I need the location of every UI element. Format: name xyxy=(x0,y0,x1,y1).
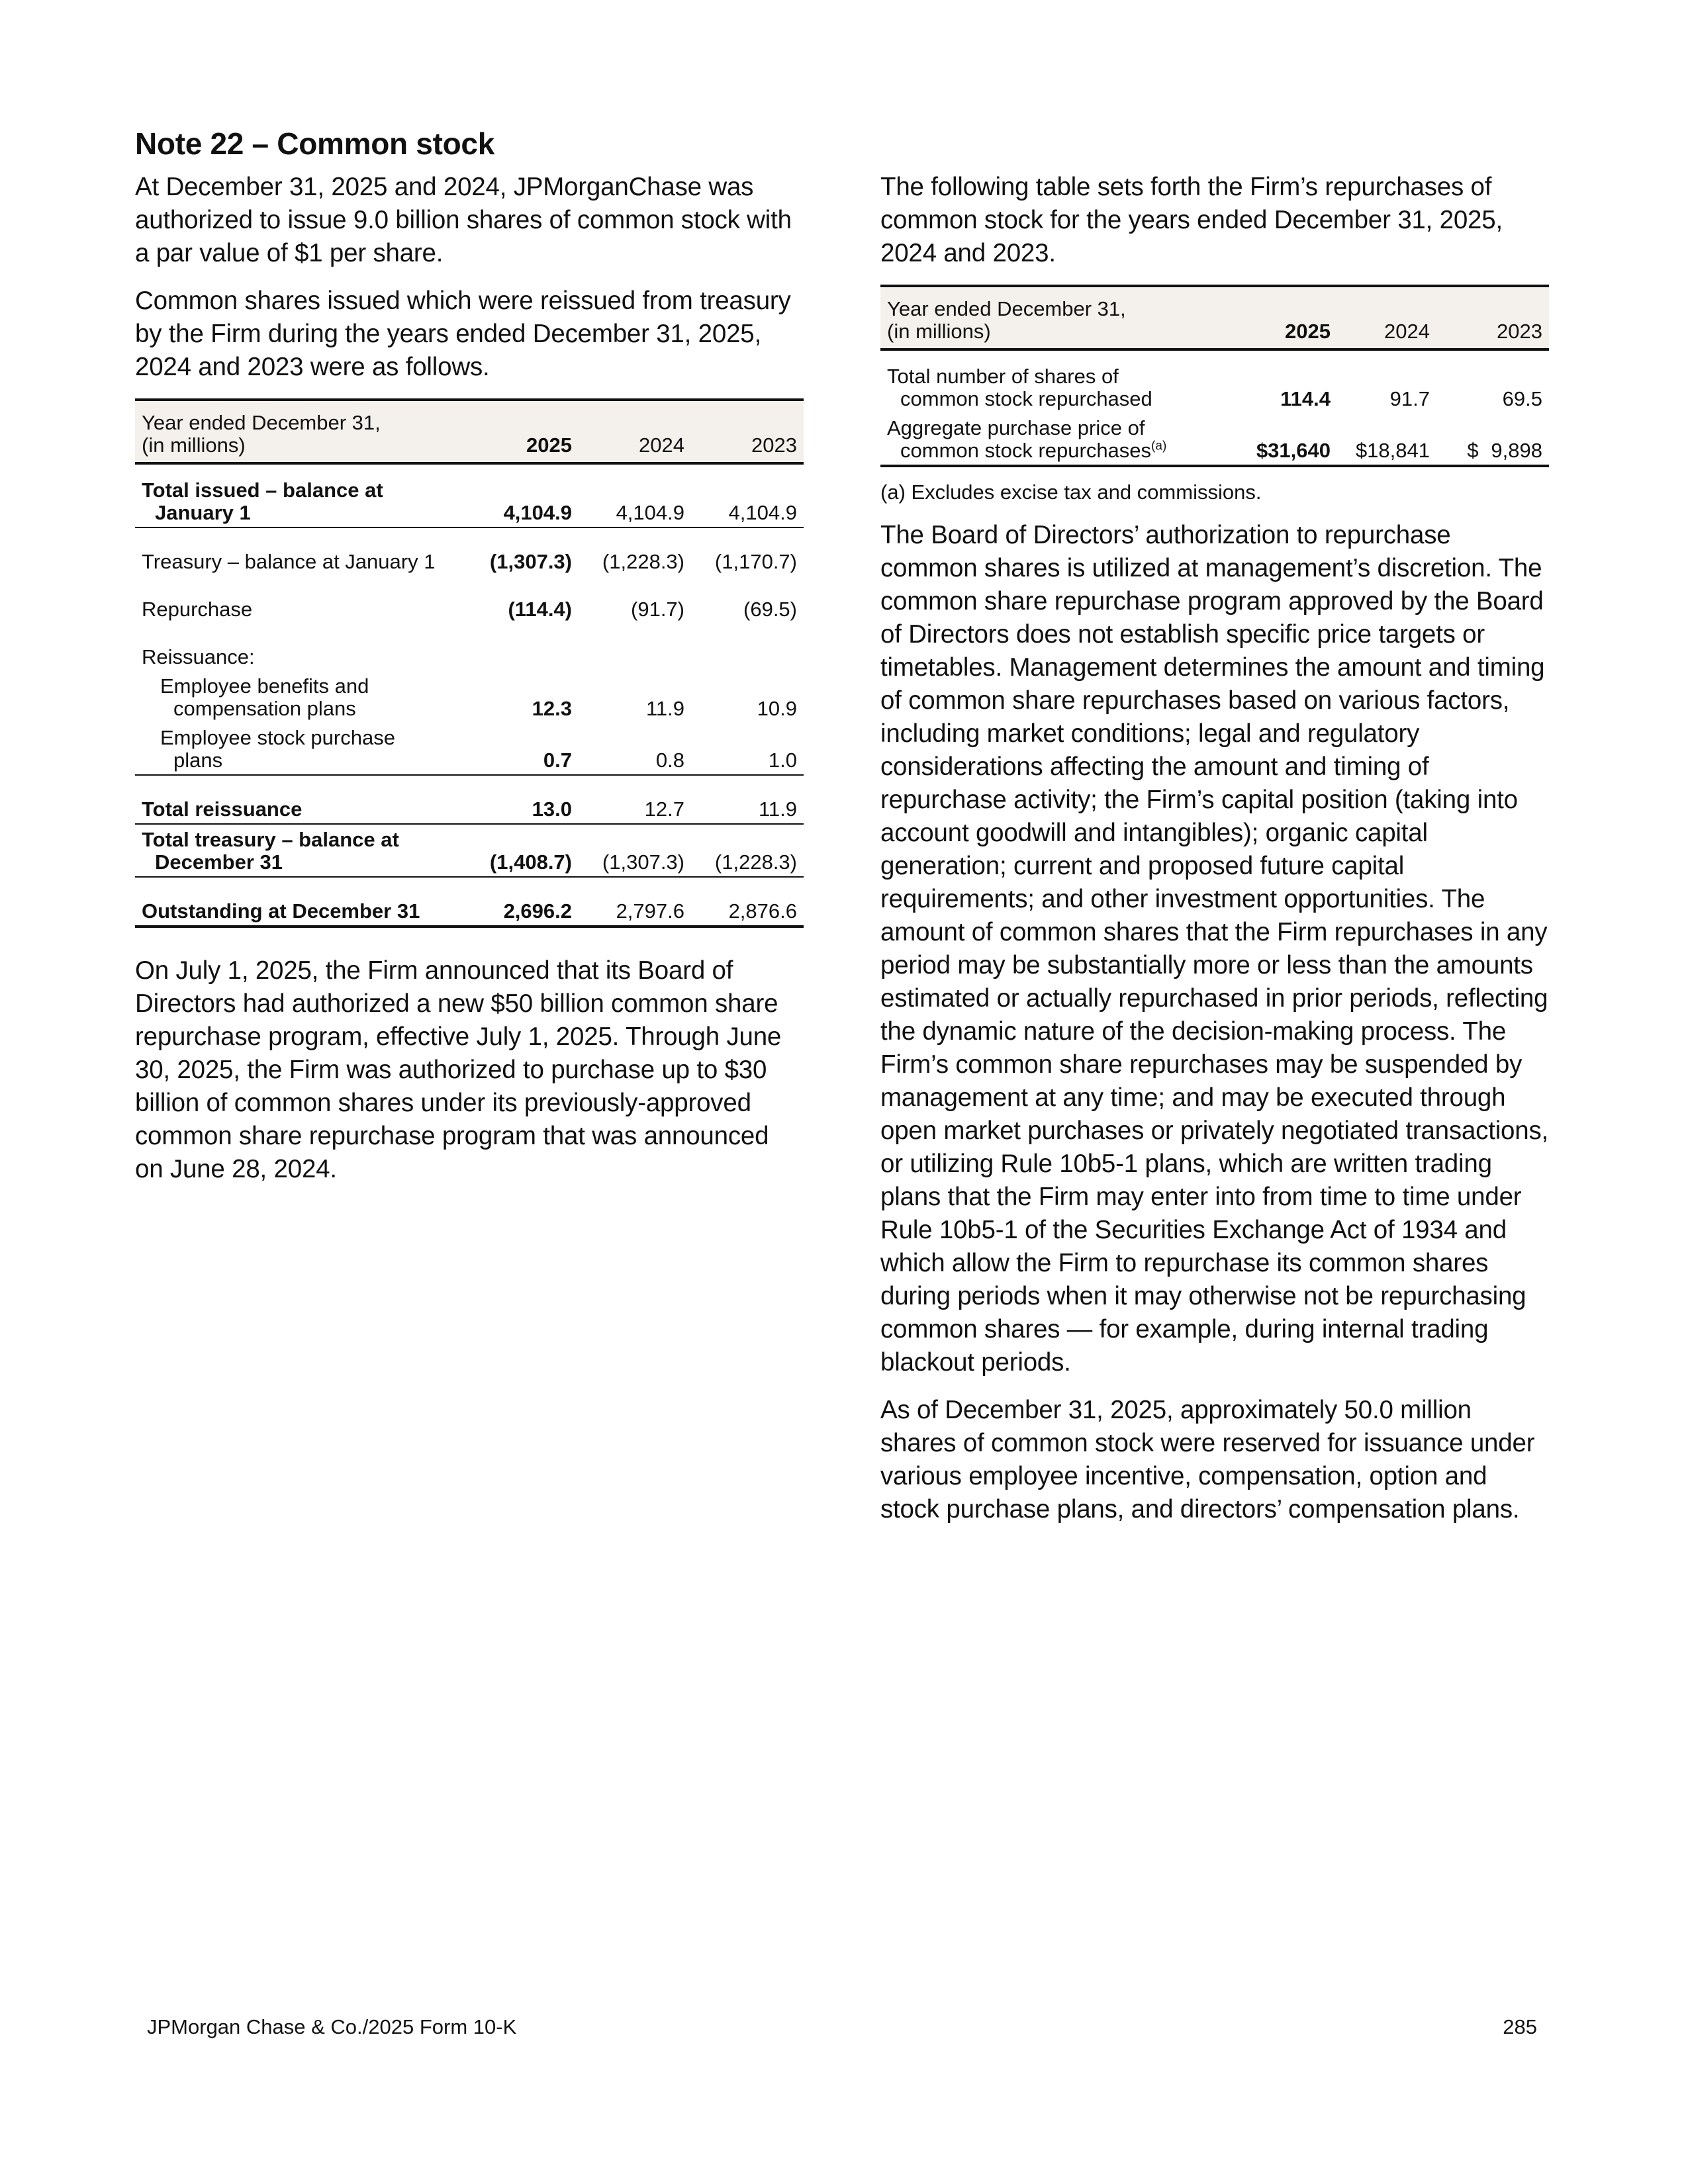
cell-value: 0.8 xyxy=(655,749,684,772)
year-header: 2025 xyxy=(526,433,572,457)
note-title: Note 22 – Common stock xyxy=(135,126,494,161)
footer-document-title: JPMorgan Chase & Co./2025 Form 10-K xyxy=(147,2015,517,2038)
cell-value: (114.4) xyxy=(508,598,572,621)
table-row xyxy=(135,877,804,927)
cell-value: (69.5) xyxy=(743,598,797,621)
header-line-1: Year ended December 31, xyxy=(142,411,381,434)
dollar-sign: $ xyxy=(1467,439,1479,462)
cell-value: 11.9 xyxy=(645,697,684,720)
table-footnote: (a) Excludes excise tax and commissions. xyxy=(880,480,1262,504)
cell-value: 12.3 xyxy=(532,697,572,720)
cell-value: (1,307.3) xyxy=(466,527,579,576)
table-header-row xyxy=(880,286,1549,349)
cell-value: (1,408.7) xyxy=(466,824,579,877)
table-row xyxy=(135,723,804,775)
row-label: Employee stock purchase plans xyxy=(160,726,395,772)
row-label: Reissuance: xyxy=(142,645,255,668)
cell-value: 2,876.6 xyxy=(691,877,804,927)
row-label: Total reissuance xyxy=(135,775,466,824)
row-label: Total number of shares of common stock repurchased xyxy=(887,365,1152,410)
table-row xyxy=(880,413,1549,466)
cell-value: 4,104.9 xyxy=(728,501,797,524)
table-row xyxy=(135,775,804,824)
row-label: Outstanding at December 31 xyxy=(135,877,466,927)
cell-value: 12.7 xyxy=(579,775,691,824)
cell-value: 13.0 xyxy=(466,775,579,824)
year-header: 2023 xyxy=(1497,320,1542,343)
cell-value: 2,797.6 xyxy=(579,877,691,927)
cell-value: 0.7 xyxy=(543,749,572,772)
header-line-2: (in millions) xyxy=(142,433,246,457)
authorized-shares-paragraph: At December 31, 2025 and 2024, JPMorganChase was authorized to issue 9.0 billion shares of common stock with a par value of $1 per share. xyxy=(135,173,792,267)
header-line-1: Year ended December 31, xyxy=(887,297,1126,320)
cell-value: $31,640 xyxy=(1231,413,1337,466)
cell-value: 4,104.9 xyxy=(616,501,684,524)
row-label: Total issued – balance at January 1 xyxy=(142,478,383,524)
cell-value: (1,307.3) xyxy=(579,824,691,877)
cell-value: 114.4 xyxy=(1280,387,1331,410)
footnote-marker: (a) xyxy=(1151,439,1167,453)
left-column xyxy=(135,171,804,1201)
cell-value: (91.7) xyxy=(631,598,684,621)
table-row xyxy=(135,623,804,671)
row-label: Treasury – balance at January 1 xyxy=(135,527,466,576)
row-label: Aggregate purchase price of common stock repurchases$^{(a)}$ xyxy=(880,413,1231,466)
cell-value: (1,228.3) xyxy=(579,527,691,576)
cell-value: 2,696.2 xyxy=(466,877,579,927)
table-row xyxy=(135,463,804,527)
right-column xyxy=(880,171,1549,1541)
reserved-shares-paragraph: As of December 31, 2025, approximately 50.0 million shares of common stock were reserved for issuance under various employee incentive, compensation, option and stock purchase plans, and directors’ compensation plans. xyxy=(880,1396,1535,1524)
header-label xyxy=(135,400,466,463)
year-header: 2024 xyxy=(1384,320,1430,343)
cell-value: 11.9 xyxy=(691,775,804,824)
page-number: 285 xyxy=(1503,2015,1537,2038)
cell-value: 91.7 xyxy=(1389,387,1430,410)
header-label xyxy=(880,286,1231,349)
year-header: 2024 xyxy=(639,433,684,457)
cell-value: (1,170.7) xyxy=(691,527,804,576)
table-row xyxy=(135,527,804,576)
cell-value: 69.5 xyxy=(1502,387,1542,410)
table-row xyxy=(135,824,804,877)
cell-value: 10.9 xyxy=(757,697,797,720)
cell-value: 4,104.9 xyxy=(503,501,572,524)
cell-value: $ 9,898 xyxy=(1436,413,1549,466)
cell-value: 1.0 xyxy=(768,749,797,772)
table-row xyxy=(135,576,804,623)
year-header: 2023 xyxy=(751,433,797,457)
row-label: Employee benefits and compensation plans xyxy=(160,674,369,720)
repurchase-program-paragraph: On July 1, 2025, the Firm announced that its Board of Directors had authorized a new $50 billion common share repurchase program, effective July 1, 2025. Through June 30, 2025, the Firm was authorized to purchase up to $30 billion of common shares under its previously-approved common share repurchase program that was announced on June 28, 2024. xyxy=(135,956,782,1183)
table-row xyxy=(135,671,804,723)
year-header: 2025 xyxy=(1285,320,1331,343)
row-label: Total treasury – balance at December 31 xyxy=(135,824,466,877)
cell-value: $18,841 xyxy=(1337,413,1436,466)
row-label: Repurchase xyxy=(142,598,253,621)
table-header-row xyxy=(135,400,804,463)
repurchases-table xyxy=(880,285,1549,467)
cell-value: (1,228.3) xyxy=(691,824,804,877)
common-shares-table xyxy=(135,398,804,928)
reissued-shares-intro: Common shares issued which were reissued from treasury by the Firm during the years ended December 31, 2025, 2024 and 2023 were as follows. xyxy=(135,287,791,381)
board-authorization-paragraph: The Board of Directors’ authorization to repurchase common shares is utilized at management’s discretion. The common share repurchase program approved by the Board of Directors does not establish specific price targets or timetables. Management determines the amount and timing of common share repurchases based on various factors, including market conditions; legal and regulatory considerations affecting the amount and timing of repurchase activity; the Firm’s capital position (taking into account goodwill and intangibles); organic capital generation; current and proposed future capital requirements; and other investment opportunities. The amount of common shares that the Firm repurchases in any period may be substantially more or less than the amounts estimated or actually repurchased in prior periods, reflecting the dynamic nature of the decision-making process. The Firm’s common share repurchases may be suspended by management at any time; and may be executed through open market purchases or privately negotiated transactions, or utilizing Rule 10b5-1 plans, which are written trading plans that the Firm may enter into from time to time under Rule 10b5-1 of the Securities Exchange Act of 1934 and which allow the Firm to repurchase its common shares during periods when it may otherwise not be repurchasing common shares — for example, during internal trading blackout periods. xyxy=(880,521,1549,1377)
repurchases-intro: The following table sets forth the Firm’s repurchases of common stock for the years ended December 31, 2025, 2024 and 2023. xyxy=(880,173,1503,267)
header-line-2: (in millions) xyxy=(887,320,991,343)
table-row xyxy=(880,349,1549,413)
